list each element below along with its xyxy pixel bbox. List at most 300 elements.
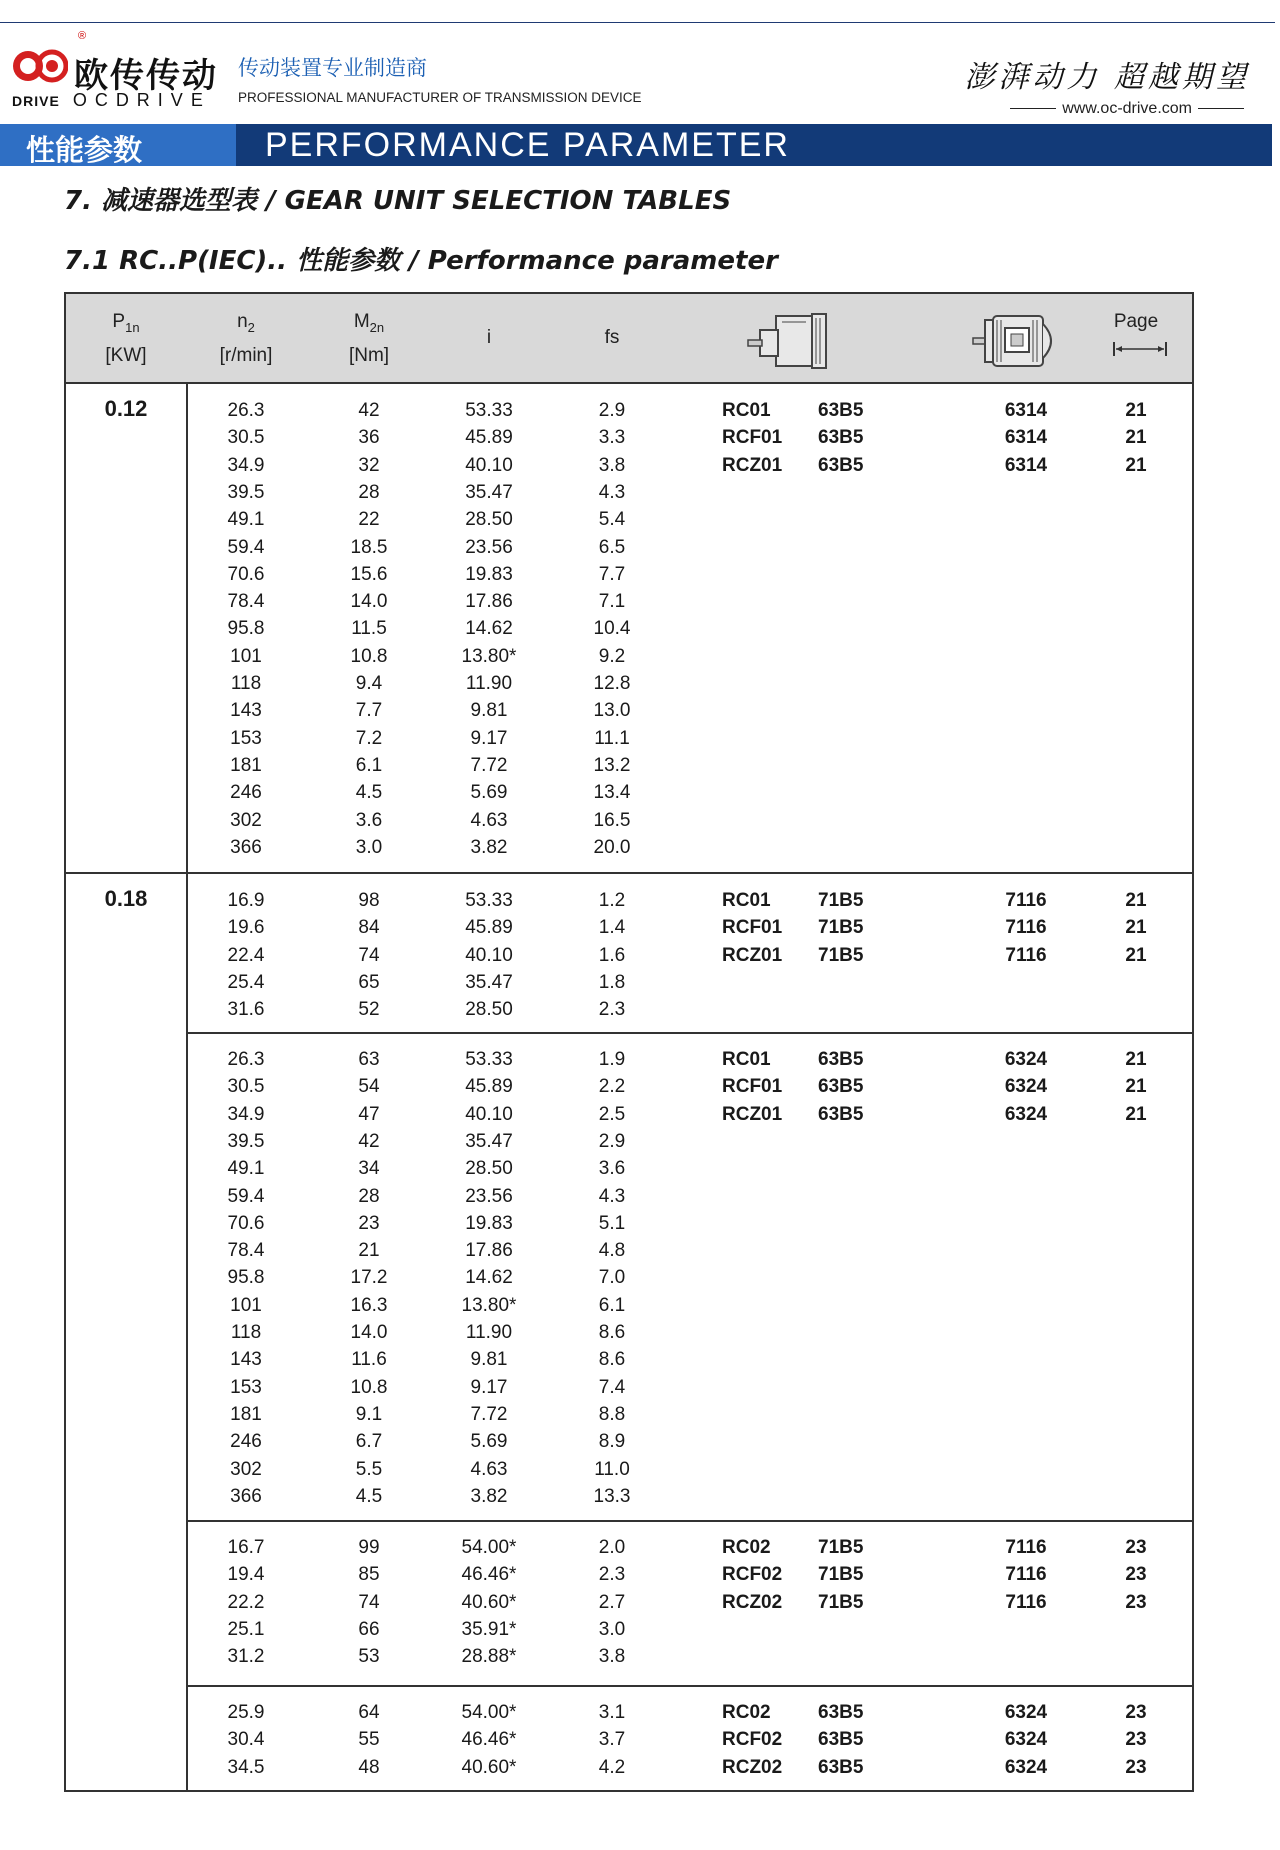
type-cell: RC02 xyxy=(722,1702,771,1723)
n2-cell: 366 xyxy=(230,836,262,858)
ratio-cell: 17.86 xyxy=(465,591,513,613)
m2n-cell: 5.5 xyxy=(355,1458,383,1480)
table-header xyxy=(66,294,1192,384)
fs-cell: 10.4 xyxy=(593,618,631,640)
ratio-cell: 17.86 xyxy=(465,1240,513,1262)
gear-unit-icon xyxy=(746,310,836,372)
m2n-cell: 22 xyxy=(358,509,380,531)
header-i: i xyxy=(486,327,492,348)
m2n-cell: 53 xyxy=(358,1646,380,1668)
fs-cell: 2.9 xyxy=(598,1130,626,1152)
brand-name-cn: 欧传传动 xyxy=(74,56,218,96)
flange-cell: 63B5 xyxy=(818,1729,864,1751)
table-row xyxy=(66,1186,1192,1213)
type-cell: RCZ02 xyxy=(722,1756,783,1778)
ratio-cell: 28.88* xyxy=(461,1646,517,1668)
fs-cell: 1.9 xyxy=(598,1049,626,1070)
table-row xyxy=(66,1213,1192,1240)
motor-cell: 7116 xyxy=(1005,890,1047,911)
fs-cell: 2.9 xyxy=(598,400,626,421)
type-cell: RCF01 xyxy=(722,1076,783,1098)
n2-cell: 30.5 xyxy=(227,1076,265,1098)
fs-cell: 7.7 xyxy=(598,563,626,585)
table-row xyxy=(66,482,1192,509)
ratio-cell: 7.72 xyxy=(470,1403,508,1425)
m2n-cell: 74 xyxy=(358,944,380,966)
fs-cell: 13.2 xyxy=(593,754,631,776)
n2-cell: 101 xyxy=(230,645,262,667)
m2n-cell: 11.6 xyxy=(351,1349,387,1371)
table-row xyxy=(66,427,1192,454)
flange-cell: 71B5 xyxy=(818,1537,864,1558)
fs-cell: 3.6 xyxy=(598,1158,626,1180)
type-cell: RCZ01 xyxy=(722,944,783,966)
fs-cell: 4.3 xyxy=(598,1185,626,1207)
flange-cell: 63B5 xyxy=(818,1756,864,1778)
m2n-cell: 4.5 xyxy=(355,782,383,804)
flange-cell: 63B5 xyxy=(818,1702,864,1723)
page-cell: 21 xyxy=(1125,1103,1147,1125)
motor-icon xyxy=(971,310,1063,372)
ratio-cell: 40.10 xyxy=(465,944,513,966)
type-cell: RCZ02 xyxy=(722,1591,783,1613)
fs-cell: 6.5 xyxy=(598,536,626,558)
header-n2: $n_2$ [r/min] xyxy=(219,311,273,366)
ratio-cell: 13.80* xyxy=(461,645,517,667)
m2n-cell: 52 xyxy=(358,999,380,1021)
fs-cell: 16.5 xyxy=(593,809,631,831)
m2n-cell: 9.1 xyxy=(355,1403,383,1425)
page-width-icon xyxy=(1112,340,1168,358)
fs-cell: 3.3 xyxy=(598,427,626,449)
ratio-cell: 11.90 xyxy=(465,673,513,694)
m2n-cell: 32 xyxy=(358,454,380,476)
ratio-cell: 9.17 xyxy=(470,1376,508,1398)
n2-cell: 19.6 xyxy=(227,917,265,939)
flange-cell: 63B5 xyxy=(818,427,864,449)
ratio-cell: 28.50 xyxy=(465,509,513,531)
fs-cell: 13.4 xyxy=(593,782,631,804)
subsection-title: 7.1 RC..P(IEC).. 性能参数 / Performance parameter xyxy=(64,246,778,276)
motor-cell: 7116 xyxy=(1005,944,1047,966)
table-row xyxy=(66,999,1192,1026)
n2-cell: 31.2 xyxy=(227,1646,265,1668)
ratio-cell: 14.62 xyxy=(465,1267,513,1289)
ratio-cell: 28.50 xyxy=(465,1158,513,1180)
n2-cell: 49.1 xyxy=(227,509,265,531)
motor-cell: 6324 xyxy=(1004,1702,1048,1723)
fs-cell: 11.1 xyxy=(594,727,630,749)
n2-cell: 16.9 xyxy=(227,890,265,911)
banner-left-block xyxy=(0,124,236,166)
table-row xyxy=(66,945,1192,972)
table-row xyxy=(66,810,1192,837)
header-m2n: $M_{2n}$ [Nm] xyxy=(348,311,390,366)
ratio-cell: 9.81 xyxy=(470,700,508,722)
m2n-cell: 64 xyxy=(358,1702,380,1723)
m2n-cell: 4.5 xyxy=(355,1485,383,1507)
ratio-cell: 5.69 xyxy=(470,1431,508,1453)
table-row xyxy=(66,1646,1192,1673)
ratio-cell: 4.63 xyxy=(470,1458,508,1480)
motor-cell: 7116 xyxy=(1005,1564,1047,1586)
table-row xyxy=(66,1564,1192,1591)
n2-cell: 25.4 xyxy=(227,971,265,993)
n2-cell: 25.9 xyxy=(227,1702,265,1723)
motor-cell: 6324 xyxy=(1004,1049,1048,1070)
m2n-cell: 7.2 xyxy=(355,727,383,749)
flange-cell: 71B5 xyxy=(818,944,864,966)
m2n-cell: 42 xyxy=(358,400,380,421)
brand-name-en: DRIVE OCDRIVE xyxy=(12,90,211,110)
page-cell: 21 xyxy=(1125,454,1147,476)
ratio-cell: 19.83 xyxy=(465,563,513,585)
n2-cell: 26.3 xyxy=(227,400,265,421)
type-cell: RCZ01 xyxy=(722,454,783,476)
fs-cell: 13.3 xyxy=(593,1485,631,1507)
n2-cell: 34.9 xyxy=(227,1103,265,1125)
n2-cell: 34.9 xyxy=(227,454,265,476)
n2-cell: 22.4 xyxy=(227,944,265,966)
tagline-cn: 传动装置专业制造商 xyxy=(238,56,427,80)
n2-cell: 118 xyxy=(230,673,262,694)
table-row xyxy=(66,455,1192,482)
page-cell: 21 xyxy=(1125,400,1147,421)
tagline-en: PROFESSIONAL MANUFACTURER OF TRANSMISSION DEVICE xyxy=(238,90,642,105)
table-row xyxy=(66,972,1192,999)
page-cell: 23 xyxy=(1125,1537,1147,1558)
table-row xyxy=(66,1757,1192,1784)
motor-cell: 6324 xyxy=(1004,1076,1048,1098)
flange-cell: 71B5 xyxy=(818,1591,864,1613)
fs-cell: 2.5 xyxy=(598,1103,626,1125)
n2-cell: 181 xyxy=(230,1403,262,1425)
n2-cell: 78.4 xyxy=(227,1240,265,1262)
subgroup-divider xyxy=(186,1520,1192,1522)
n2-cell: 34.5 xyxy=(227,1756,265,1778)
table-row xyxy=(66,1592,1192,1619)
m2n-cell: 7.7 xyxy=(355,700,383,722)
table-row xyxy=(66,618,1192,645)
n2-cell: 70.6 xyxy=(227,563,265,585)
n2-cell: 31.6 xyxy=(227,999,265,1021)
m2n-cell: 3.6 xyxy=(355,809,383,831)
motor-cell: 7116 xyxy=(1005,1537,1047,1558)
table-row xyxy=(66,837,1192,864)
n2-cell: 181 xyxy=(230,754,262,776)
m2n-cell: 23 xyxy=(358,1212,380,1234)
type-cell: RC01 xyxy=(722,400,771,421)
page-cell: 23 xyxy=(1125,1729,1147,1751)
n2-cell: 366 xyxy=(230,1485,262,1507)
motor-cell: 6314 xyxy=(1004,454,1048,476)
m2n-cell: 42 xyxy=(358,1130,380,1152)
table-row xyxy=(66,1537,1192,1564)
table-row xyxy=(66,782,1192,809)
banner-title-en: PERFORMANCE PARAMETER xyxy=(265,126,790,164)
type-cell: RCF02 xyxy=(722,1564,783,1586)
fs-cell: 3.0 xyxy=(598,1618,626,1640)
subgroup-divider xyxy=(186,1032,1192,1034)
fs-cell: 8.6 xyxy=(598,1322,626,1343)
m2n-cell: 47 xyxy=(358,1103,380,1125)
gear-logo-icon xyxy=(12,46,68,86)
flange-cell: 71B5 xyxy=(818,1564,864,1586)
n2-cell: 78.4 xyxy=(227,591,265,613)
page-cell: 21 xyxy=(1125,427,1147,449)
ratio-cell: 35.47 xyxy=(465,1130,513,1152)
section-banner xyxy=(0,124,1272,166)
table-row xyxy=(66,1076,1192,1103)
table-row xyxy=(66,1377,1192,1404)
n2-cell: 246 xyxy=(230,1431,262,1453)
motto-cn: 澎湃动力 超越期望 xyxy=(964,60,1250,95)
subgroup-divider xyxy=(186,1685,1192,1687)
selection-table xyxy=(64,292,1194,1792)
n2-cell: 22.2 xyxy=(227,1591,265,1613)
fs-cell: 5.1 xyxy=(598,1212,626,1234)
fs-cell: 1.2 xyxy=(598,890,626,911)
type-cell: RCF02 xyxy=(722,1729,783,1751)
n2-cell: 59.4 xyxy=(227,1185,265,1207)
n2-cell: 59.4 xyxy=(227,536,265,558)
table-row xyxy=(66,755,1192,782)
website-url: www.oc-drive.com xyxy=(964,100,1250,118)
table-row xyxy=(66,1240,1192,1267)
m2n-cell: 21 xyxy=(358,1240,380,1262)
flange-cell: 71B5 xyxy=(818,890,864,911)
table-row xyxy=(66,673,1192,700)
table-row xyxy=(66,1431,1192,1458)
ratio-cell: 54.00* xyxy=(461,1537,517,1558)
fs-cell: 6.1 xyxy=(598,1294,626,1316)
fs-cell: 3.1 xyxy=(598,1702,626,1723)
m2n-cell: 66 xyxy=(358,1618,380,1640)
top-rule xyxy=(0,22,1275,23)
type-cell: RCF01 xyxy=(722,917,783,939)
n2-cell: 153 xyxy=(230,727,262,749)
flange-cell: 71B5 xyxy=(818,917,864,939)
n2-cell: 118 xyxy=(230,1322,262,1343)
fs-cell: 12.8 xyxy=(593,673,631,694)
ratio-cell: 13.80* xyxy=(461,1294,517,1316)
ratio-cell: 11.90 xyxy=(465,1322,513,1343)
fs-cell: 4.3 xyxy=(598,481,626,503)
m2n-cell: 54 xyxy=(358,1076,380,1098)
motor-cell: 6324 xyxy=(1004,1103,1048,1125)
n2-cell: 302 xyxy=(230,809,262,831)
ratio-cell: 3.82 xyxy=(470,836,508,858)
n2-cell: 143 xyxy=(230,1349,262,1371)
type-cell: RC01 xyxy=(722,890,771,911)
m2n-cell: 28 xyxy=(358,481,380,503)
table-row xyxy=(66,1349,1192,1376)
table-row xyxy=(66,1295,1192,1322)
ratio-cell: 40.10 xyxy=(465,454,513,476)
fs-cell: 3.8 xyxy=(598,454,626,476)
fs-cell: 2.2 xyxy=(598,1076,626,1098)
section-title: 7. 减速器选型表 / GEAR UNIT SELECTION TABLES xyxy=(64,186,732,216)
m2n-cell: 18.5 xyxy=(350,536,388,558)
ratio-cell: 46.46* xyxy=(461,1729,517,1751)
table-row xyxy=(66,1619,1192,1646)
page-cell: 23 xyxy=(1125,1591,1147,1613)
table-row xyxy=(66,509,1192,536)
motor-cell: 6324 xyxy=(1004,1729,1048,1751)
n2-cell: 70.6 xyxy=(227,1212,265,1234)
ratio-cell: 23.56 xyxy=(465,536,513,558)
ratio-cell: 53.33 xyxy=(465,890,513,911)
page-cell: 23 xyxy=(1125,1756,1147,1778)
n2-cell: 30.5 xyxy=(227,427,265,449)
table-row xyxy=(66,646,1192,673)
banner-title-cn: 性能参数 xyxy=(26,133,143,167)
fs-cell: 4.2 xyxy=(598,1756,626,1778)
m2n-cell: 14.0 xyxy=(350,591,388,613)
ratio-cell: 40.60* xyxy=(461,1756,517,1778)
motor-cell: 7116 xyxy=(1005,917,1047,939)
m2n-cell: 34 xyxy=(358,1158,380,1180)
table-row xyxy=(66,1104,1192,1131)
fs-cell: 1.4 xyxy=(598,917,626,939)
n2-cell: 39.5 xyxy=(227,1130,265,1152)
fs-cell: 3.8 xyxy=(598,1646,626,1668)
group-divider xyxy=(66,872,1192,874)
motto xyxy=(964,52,1250,118)
fs-cell: 2.0 xyxy=(598,1537,626,1558)
type-cell: RC01 xyxy=(722,1049,771,1070)
n2-cell: 19.4 xyxy=(227,1564,265,1586)
m2n-cell: 10.8 xyxy=(350,645,388,667)
n2-cell: 101 xyxy=(230,1294,262,1316)
fs-cell: 8.6 xyxy=(598,1349,626,1371)
m2n-cell: 99 xyxy=(358,1537,380,1558)
table-row xyxy=(66,1049,1192,1076)
table-row xyxy=(66,400,1192,427)
table-row xyxy=(66,1486,1192,1513)
ratio-cell: 54.00* xyxy=(461,1702,517,1723)
fs-cell: 2.7 xyxy=(598,1591,626,1613)
table-row xyxy=(66,591,1192,618)
m2n-cell: 16.3 xyxy=(350,1294,388,1316)
fs-cell: 1.8 xyxy=(598,971,626,993)
m2n-cell: 14.0 xyxy=(350,1322,388,1343)
m2n-cell: 84 xyxy=(358,917,380,939)
fs-cell: 20.0 xyxy=(593,836,631,858)
ratio-cell: 9.17 xyxy=(470,727,508,749)
ratio-cell: 40.10 xyxy=(465,1103,513,1125)
registered-mark: ® xyxy=(78,30,87,42)
m2n-cell: 15.6 xyxy=(350,563,388,585)
m2n-cell: 85 xyxy=(358,1564,380,1586)
fs-cell: 2.3 xyxy=(598,1564,626,1586)
ratio-cell: 46.46* xyxy=(461,1564,517,1586)
table-row xyxy=(66,728,1192,755)
fs-cell: 8.8 xyxy=(598,1403,626,1425)
table-row xyxy=(66,1702,1192,1729)
m2n-cell: 11.5 xyxy=(351,618,387,640)
motor-cell: 7116 xyxy=(1005,1591,1047,1613)
type-cell: RCF01 xyxy=(722,427,783,449)
fs-cell: 1.6 xyxy=(598,944,626,966)
ratio-cell: 35.47 xyxy=(465,971,513,993)
header-page: Page xyxy=(1113,311,1159,332)
fs-cell: 8.9 xyxy=(598,1431,626,1453)
n2-cell: 302 xyxy=(230,1458,262,1480)
brand-logo xyxy=(12,30,222,110)
ratio-cell: 45.89 xyxy=(465,1076,513,1098)
ratio-cell: 23.56 xyxy=(465,1185,513,1207)
motor-cell: 6324 xyxy=(1004,1756,1048,1778)
table-row xyxy=(66,1267,1192,1294)
n2-cell: 95.8 xyxy=(227,1267,265,1289)
table-row xyxy=(66,890,1192,917)
ratio-cell: 40.60* xyxy=(461,1591,517,1613)
n2-cell: 143 xyxy=(230,700,262,722)
ratio-cell: 35.47 xyxy=(465,481,513,503)
table-row xyxy=(66,1729,1192,1756)
fs-cell: 7.1 xyxy=(598,591,626,613)
n2-cell: 246 xyxy=(230,782,262,804)
header-fs: fs xyxy=(604,327,620,348)
page-cell: 21 xyxy=(1125,890,1147,911)
m2n-cell: 10.8 xyxy=(350,1376,388,1398)
fs-cell: 7.4 xyxy=(598,1376,626,1398)
n2-cell: 16.7 xyxy=(227,1537,265,1558)
ratio-cell: 53.33 xyxy=(465,1049,513,1070)
ratio-cell: 19.83 xyxy=(465,1212,513,1234)
fs-cell: 4.8 xyxy=(598,1240,626,1262)
m2n-cell: 55 xyxy=(358,1729,380,1751)
ratio-cell: 4.63 xyxy=(470,809,508,831)
m2n-cell: 6.7 xyxy=(355,1431,383,1453)
fs-cell: 9.2 xyxy=(598,645,626,667)
ratio-cell: 28.50 xyxy=(465,999,513,1021)
type-cell: RC02 xyxy=(722,1537,771,1558)
ratio-cell: 45.89 xyxy=(465,427,513,449)
n2-cell: 30.4 xyxy=(227,1729,265,1751)
flange-cell: 63B5 xyxy=(818,454,864,476)
ratio-cell: 35.91* xyxy=(461,1618,517,1640)
page-cell: 21 xyxy=(1125,944,1147,966)
table-row xyxy=(66,1158,1192,1185)
motor-cell: 6314 xyxy=(1004,400,1048,421)
m2n-cell: 36 xyxy=(358,427,380,449)
n2-cell: 49.1 xyxy=(227,1158,265,1180)
flange-cell: 63B5 xyxy=(818,400,864,421)
table-row xyxy=(66,1322,1192,1349)
m2n-cell: 17.2 xyxy=(350,1267,388,1289)
m2n-cell: 3.0 xyxy=(355,836,383,858)
table-row xyxy=(66,1404,1192,1431)
m2n-cell: 9.4 xyxy=(355,673,383,694)
tagline xyxy=(238,52,642,105)
m2n-cell: 6.1 xyxy=(355,754,383,776)
ratio-cell: 7.72 xyxy=(470,754,508,776)
header-p1n: $P_{1n}$ [KW] xyxy=(105,311,147,366)
n2-cell: 153 xyxy=(230,1376,262,1398)
m2n-cell: 63 xyxy=(358,1049,380,1070)
power-group-0.18: 0.18 xyxy=(104,886,148,911)
m2n-cell: 74 xyxy=(358,1591,380,1613)
fs-cell: 13.0 xyxy=(593,700,631,722)
page-cell: 23 xyxy=(1125,1702,1147,1723)
page-cell: 23 xyxy=(1125,1564,1147,1586)
flange-cell: 63B5 xyxy=(818,1103,864,1125)
n2-cell: 25.1 xyxy=(227,1618,265,1640)
ratio-cell: 9.81 xyxy=(470,1349,508,1371)
ratio-cell: 53.33 xyxy=(465,400,513,421)
